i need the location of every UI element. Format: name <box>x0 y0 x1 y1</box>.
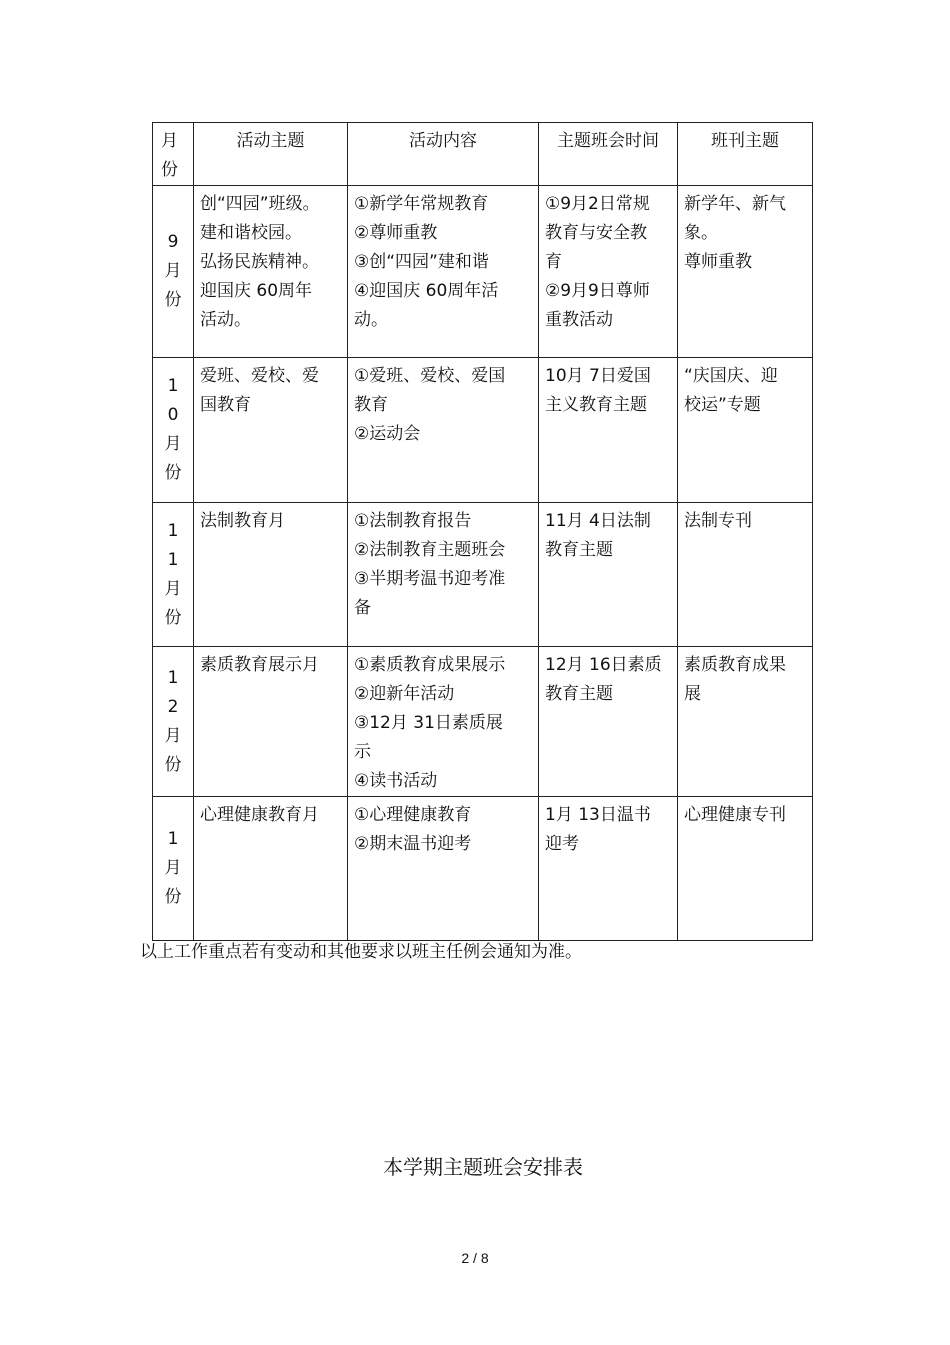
theme-line: 建和谐校园。 <box>200 223 302 243</box>
section-title: 本学期主题班会安排表 <box>383 1155 583 1179</box>
content-line: ③创“四园”建和谐 <box>354 252 489 272</box>
month-label: 9月份 <box>164 232 182 310</box>
table-row <box>153 186 813 358</box>
table-row <box>153 358 813 503</box>
theme-cell <box>194 503 348 647</box>
meeting-line: 1月 13日温书 <box>545 805 651 825</box>
journal-cell <box>678 358 813 503</box>
footnote: 以上工作重点若有变动和其他要求以班主任例会通知为准。 <box>140 942 582 962</box>
table-body <box>153 186 813 941</box>
content-line: 教育 <box>354 395 388 415</box>
meeting-line: ②9月9日尊师 <box>545 281 650 301</box>
content-line: ③12月 31日素质展 <box>354 713 503 733</box>
theme-line: 心理健康教育月 <box>200 805 319 825</box>
activity-schedule-table <box>152 122 813 941</box>
theme-line: 迎国庆 60周年 <box>200 281 313 301</box>
header-month-line: 月 <box>161 131 178 151</box>
theme-line: 素质教育展示月 <box>200 655 319 675</box>
content-cell <box>348 647 539 797</box>
theme-line: 法制教育月 <box>200 511 285 531</box>
theme-line: 弘扬民族精神。 <box>200 252 319 272</box>
month-label: 10月份 <box>164 376 182 483</box>
content-line: ①素质教育成果展示 <box>354 655 506 675</box>
content-line: ①爱班、爱校、爱国 <box>354 366 506 386</box>
content-line: 备 <box>354 598 371 618</box>
content-cell <box>348 358 539 503</box>
month-cell <box>153 797 194 941</box>
meeting-cell <box>539 503 678 647</box>
content-cell <box>348 503 539 647</box>
journal-line: 象。 <box>684 223 718 243</box>
theme-line: 爱班、爱校、爱 <box>200 366 319 386</box>
meeting-cell <box>539 647 678 797</box>
journal-line: 尊师重教 <box>684 252 752 272</box>
content-line: ②法制教育主题班会 <box>354 540 506 560</box>
meeting-line: 10月 7日爱国 <box>545 366 651 386</box>
content-line: ②期末温书迎考 <box>354 834 472 854</box>
month-label: 12月份 <box>164 667 182 775</box>
meeting-cell <box>539 186 678 358</box>
content-line: ②运动会 <box>354 424 421 444</box>
header-month <box>153 123 194 186</box>
meeting-cell <box>539 797 678 941</box>
month-label: 1月份 <box>164 829 182 907</box>
journal-line: 校运”专题 <box>684 395 761 415</box>
meeting-line: 迎考 <box>545 834 579 854</box>
theme-line: 活动。 <box>200 310 251 330</box>
table-row <box>153 647 813 797</box>
journal-cell <box>678 647 813 797</box>
journal-cell <box>678 186 813 358</box>
month-cell <box>153 186 194 358</box>
content-cell <box>348 797 539 941</box>
table-row <box>153 797 813 941</box>
journal-line: “庆国庆、迎 <box>684 366 778 386</box>
content-line: ①新学年常规教育 <box>354 194 489 214</box>
meeting-line: 育 <box>545 252 562 272</box>
content-line: ④迎国庆 60周年活 <box>354 281 499 301</box>
content-cell <box>348 186 539 358</box>
journal-cell <box>678 797 813 941</box>
content-line: ④读书活动 <box>354 771 438 791</box>
theme-cell <box>194 186 348 358</box>
header-month-line: 份 <box>161 160 178 180</box>
header-journal-theme: 班刊主题 <box>678 123 813 186</box>
theme-cell <box>194 797 348 941</box>
meeting-line: 重教活动 <box>545 310 613 330</box>
meeting-line: 教育主题 <box>545 684 613 704</box>
table-row <box>153 503 813 647</box>
month-cell <box>153 647 194 797</box>
journal-line: 新学年、新气 <box>684 194 786 214</box>
content-line: ③半期考温书迎考准 <box>354 569 506 589</box>
theme-line: 创“四园”班级。 <box>200 194 320 214</box>
content-line: ②迎新年活动 <box>354 684 455 704</box>
page-number: 2 / 8 <box>461 1250 489 1266</box>
content-line: ①法制教育报告 <box>354 511 472 531</box>
table-header-row <box>153 123 813 186</box>
meeting-cell <box>539 358 678 503</box>
journal-line: 展 <box>684 684 701 704</box>
meeting-line: 12月 16日素质 <box>545 655 662 675</box>
content-line: ②尊师重教 <box>354 223 438 243</box>
content-line: 示 <box>354 742 371 762</box>
meeting-line: 教育主题 <box>545 540 613 560</box>
theme-line: 国教育 <box>200 395 251 415</box>
month-label: 11月份 <box>164 520 182 628</box>
meeting-line: ①9月2日常规 <box>545 194 650 214</box>
content-line: 动。 <box>354 310 388 330</box>
month-cell <box>153 503 194 647</box>
meeting-line: 主义教育主题 <box>545 395 647 415</box>
journal-line: 法制专刊 <box>684 511 752 531</box>
theme-cell <box>194 647 348 797</box>
month-cell <box>153 358 194 503</box>
meeting-line: 教育与安全教 <box>545 223 647 243</box>
header-theme: 活动主题 <box>194 123 348 186</box>
journal-cell <box>678 503 813 647</box>
theme-cell <box>194 358 348 503</box>
content-line: ①心理健康教育 <box>354 805 472 825</box>
meeting-line: 11月 4日法制 <box>545 511 651 531</box>
journal-line: 心理健康专刊 <box>684 805 786 825</box>
journal-line: 素质教育成果 <box>684 655 786 675</box>
header-meeting-time: 主题班会时间 <box>539 123 678 186</box>
header-content: 活动内容 <box>348 123 539 186</box>
